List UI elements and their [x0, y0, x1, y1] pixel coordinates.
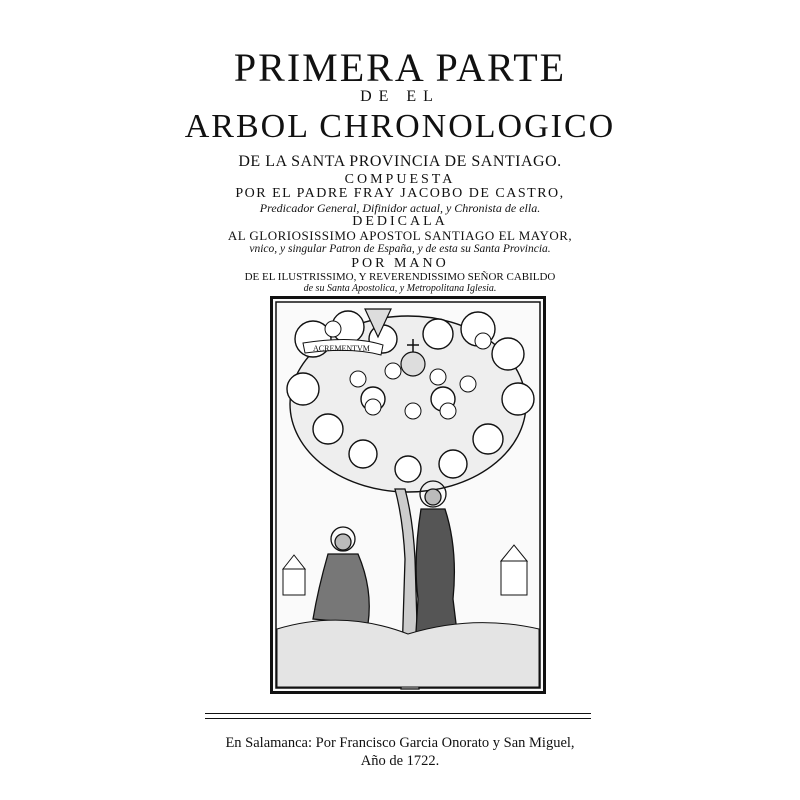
- compuesta-heading: COMPUESTA: [344, 172, 456, 187]
- author-line: POR EL PADRE FRAY JACOBO DE CASTRO,: [235, 186, 565, 201]
- kneeling-figure: [313, 527, 369, 624]
- title-arbol-chronologico: ARBOL CHRONOLOGICO: [184, 108, 616, 145]
- engraving-illustration: [273, 299, 543, 691]
- imprint-rule-top: [205, 713, 591, 714]
- imprint-rule-bottom: [205, 718, 591, 719]
- title-de-el: DE EL: [360, 88, 440, 105]
- dedication-detail: vnico, y singular Patron de España, y de esta su Santa Provincia.: [249, 243, 551, 255]
- iglesia-line: de su Santa Apostolica, y Metropolitana Iglesia.: [303, 283, 497, 294]
- tree-canopy: [287, 311, 534, 492]
- author-titles: Predicador General, Difinidor actual, y Chronista de ella.: [259, 201, 541, 215]
- engraving-frame: [270, 296, 546, 694]
- orb-icon: [401, 352, 425, 376]
- imprint-publisher: En Salamanca: Por Francisco Garcia Onorato y San Miguel,: [225, 735, 575, 751]
- imprint-year: Año de 1722.: [360, 753, 440, 769]
- dedicala-heading: DEDICALA: [352, 214, 448, 229]
- banner-motto: ACREMENTVM: [313, 344, 370, 353]
- cabildo-line: DE EL ILUSTRISSIMO, Y REVERENDISSIMO SEÑOR CABILDO: [244, 271, 556, 283]
- title-primera-parte: PRIMERA PARTE: [233, 45, 567, 90]
- por-mano-heading: POR MANO: [351, 256, 449, 271]
- subtitle-provincia: DE LA SANTA PROVINCIA DE SANTIAGO.: [238, 153, 562, 170]
- dedication-line: AL GLORIOSISSIMO APOSTOL SANTIAGO EL MAYOR,: [227, 228, 573, 243]
